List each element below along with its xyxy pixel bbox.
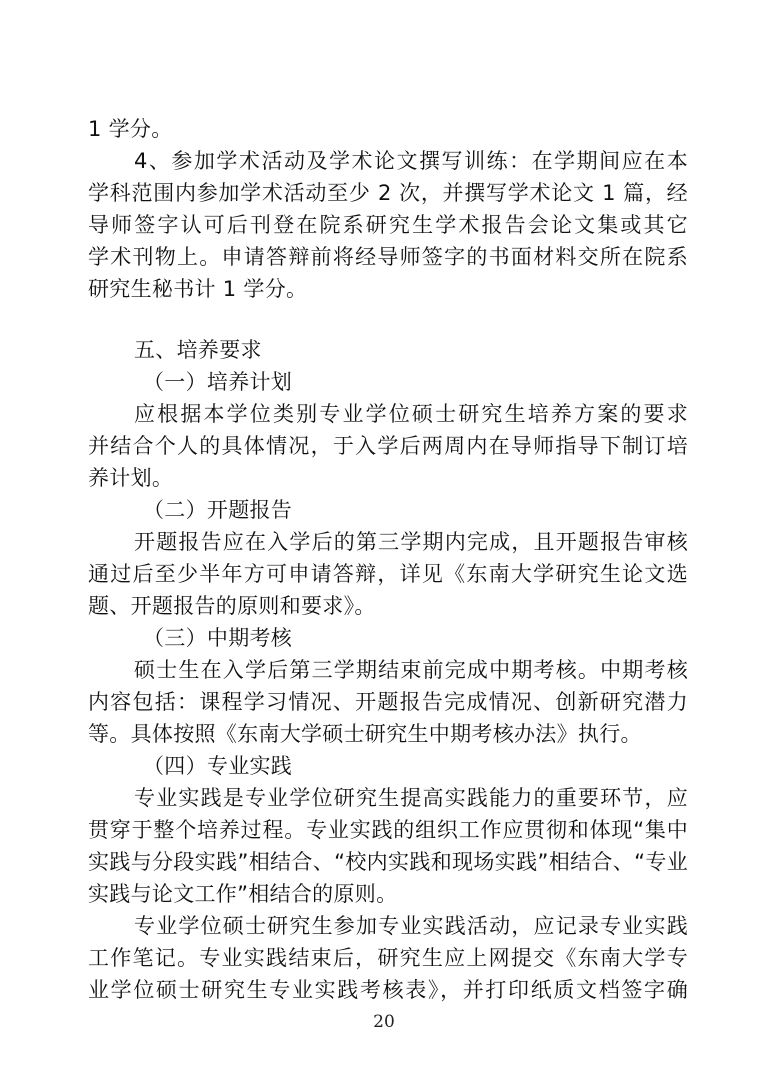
text-line: 4、参加学术活动及学术论文撰写训练：在学期间应在本 xyxy=(134,149,688,173)
text-line: 开题报告应在入学后的第三学期内完成，且开题报告审核 xyxy=(134,530,688,554)
subsection-heading: （四）专业实践 xyxy=(143,754,293,778)
text-line: 实践与分段实践”相结合、“校内实践和现场实践”相结合、“专业 xyxy=(88,850,688,874)
text-line: 导师签字认可后刊登在院系研究生学术报告会论文集或其它 xyxy=(88,213,688,237)
subsection-heading: （二）开题报告 xyxy=(143,498,293,522)
text-line: 等。具体按照《东南大学硕士研究生中期考核办法》执行。 xyxy=(88,722,642,746)
text-line: 学科范围内参加学术活动至少 2 次，并撰写学术论文 1 篇，经 xyxy=(88,181,688,205)
text-line: 贯穿于整个培养过程。专业实践的组织工作应贯彻和体现“集中 xyxy=(88,818,688,842)
page-number: 20 xyxy=(373,1012,395,1032)
text-line: 应根据本学位类别专业学位硕士研究生培养方案的要求 xyxy=(134,402,688,426)
text-line: 通过后至少半年方可申请答辩，详见《东南大学研究生论文选 xyxy=(88,562,688,586)
subsection-heading: （一）培养计划 xyxy=(143,370,293,394)
text-line: 工作笔记。专业实践结束后，研究生应上网提交《东南大学专 xyxy=(88,946,688,970)
text-line: 专业学位硕士研究生参加专业实践活动，应记录专业实践 xyxy=(134,914,688,938)
text-line: 研究生秘书计 1 学分。 xyxy=(88,277,308,301)
subsection-heading: （三）中期考核 xyxy=(143,626,293,650)
section-heading: 五、培养要求 xyxy=(134,338,262,362)
text-line: 硕士生在入学后第三学期结束前完成中期考核。中期考核 xyxy=(134,658,688,682)
text-line: 养计划。 xyxy=(88,466,174,490)
text-line: 1 学分。 xyxy=(88,117,173,141)
text-line: 学术刊物上。申请答辩前将经导师签字的书面材料交所在院系 xyxy=(88,245,688,269)
text-line: 专业实践是专业学位研究生提高实践能力的重要环节，应 xyxy=(134,786,688,810)
text-line: 题、开题报告的原则和要求》。 xyxy=(88,594,376,618)
text-line: 并结合个人的具体情况，于入学后两周内在导师指导下制订培 xyxy=(88,434,688,458)
text-line: 实践与论文工作”相结合的原则。 xyxy=(88,882,398,906)
text-line: 业学位硕士研究生专业实践考核表》，并打印纸质文档签字确 xyxy=(88,978,688,1002)
text-line: 内容包括：课程学习情况、开题报告完成情况、创新研究潜力 xyxy=(88,690,688,714)
